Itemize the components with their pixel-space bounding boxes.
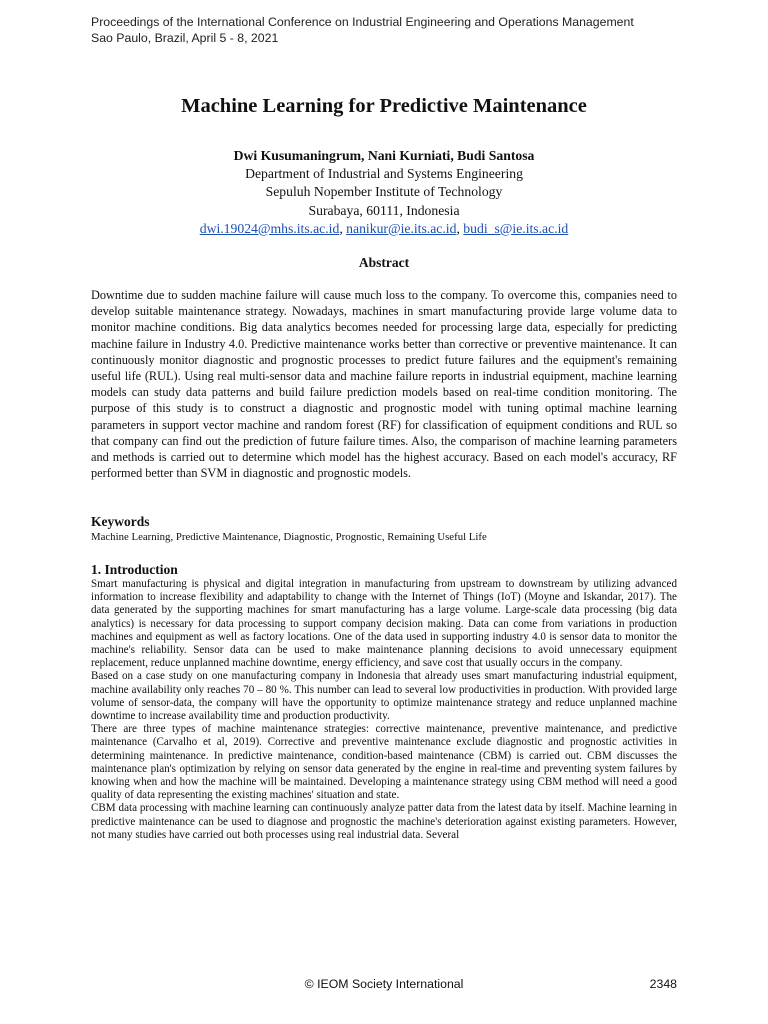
email-link-1[interactable]: dwi.19024@mhs.its.ac.id: [199, 220, 340, 236]
intro-paragraph: There are three types of machine maintenance strategies: corrective maintenance, preventive maintenance, and predictive maintenance (Carvalho et al, 2019). Corrective and preventive maintenance exclude diagnostic and prognostic activities in determining maintenance. In predictive maintenance, condition-based maintenance (CBM) is carried out. CBM discusses the maintenance plan's optimization by relying on sensor data generated by the engine in real-time and preventing system failures by knowing when and how the machine will be maintained. Developing a maintenance strategy using CBM method will need a good quality of data representing the existing machines' situation and state.: [91, 723, 677, 802]
email-separator: ,: [456, 220, 464, 236]
introduction-body: [91, 578, 677, 842]
introduction-heading: 1. Introduction: [91, 562, 178, 577]
author-names: Dwi Kusumaningrum, Nani Kurniati, Budi Santosa: [233, 148, 535, 163]
author-institute: Sepuluh Nopember Institute of Technology: [265, 184, 503, 200]
keywords-heading: Keywords: [91, 514, 150, 529]
conference-name: Proceedings of the International Conference on Industrial Engineering and Operations Management: [91, 15, 634, 29]
footer-copyright: © IEOM Society International: [304, 977, 464, 991]
author-emails: [0, 220, 768, 238]
footer-page-number: 2348: [649, 977, 677, 991]
abstract-text: Downtime due to sudden machine failure will cause much loss to the company. To overcome this, companies need to develop suitable maintenance strategy. Nowadays, machines in smart manufacturing provide large volume data to monitor machine conditions. Big data analytics becomes needed for processing large data, especially for predicting machine failure in Industry 4.0. Predictive maintenance works better than corrective or preventive maintenance. It can continuously monitor diagnostic and prognostic processes to predict future failures and the equipment's remaining useful life (RUL). Using real multi-sensor data and machine failure reports in industrial equipment, machine learning models can study data patterns and build failure prediction models based on real-time condition monitoring. The purpose of this study is to construct a diagnostic and prognostic model with tuning optimal machine learning parameters in support vector machine and random forest (RF) for classification of equipment conditions and RUL so that company can find out the prediction of future failure times. Also, the comparison of machine learning parameters and methods is carried out to determine which model has the highest accuracy. Based on each model's accuracy, RF performed better than SVM in diagnostic and prognostic models.: [91, 288, 677, 481]
author-department: Department of Industrial and Systems Engineering: [245, 166, 523, 182]
paper-title: Machine Learning for Predictive Maintenance: [181, 95, 587, 117]
keywords-text: Machine Learning, Predictive Maintenance, Diagnostic, Prognostic, Remaining Useful Life: [91, 531, 487, 543]
author-city: Surabaya, 60111, Indonesia: [308, 202, 460, 218]
conference-location-date: Sao Paulo, Brazil, April 5 - 8, 2021: [91, 30, 279, 45]
email-link-2[interactable]: nanikur@ie.its.ac.id: [346, 220, 457, 236]
author-block: [0, 147, 768, 238]
intro-paragraph: CBM data processing with machine learning can continuously analyze patter data from the latest data by itself. Machine learning in predictive maintenance can be used to diagnose and prognostic the machine's deterioration against existing parameters. However, not many studies have carried out both processes using real industrial data. Several: [91, 802, 677, 841]
intro-paragraph: Smart manufacturing is physical and digital integration in manufacturing from upstream to downstream by utilizing advanced information to increase flexibility and adaptability to change with the Internet of Things (IoT) (Moyne and Iskandar, 2017). The data generated by the supporting machines for smart manufacturing has a large volume. Large-scale data processing (big data analytics) is necessary for data processing to support company decision making. Data can come from variations in production machines and equipment as well as factory locations. One of the data used in supporting industry 4.0 is sensor data to monitor the machine's reliability. Sensor data can be used to make maintenance planning decisions to avoid unnecessary equipment replacement, reduce unplanned machine downtime, energy efficiency, and save cost that usually occurs in the company.: [91, 578, 677, 670]
abstract-heading: Abstract: [358, 255, 410, 270]
email-separator: ,: [339, 220, 347, 236]
email-link-3[interactable]: budi_s@ie.its.ac.id: [463, 220, 569, 236]
intro-paragraph: Based on a case study on one manufacturing company in Indonesia that already uses smart manufacturing industrial equipment, machine availability only reaches 70 – 80 %. This number can lead to several low productivities in production. With provided large volume of sensor-data, the company will have the opportunity to optimize maintenance strategy and reduce unplanned machine downtime to increase availability time and production productivity.: [91, 670, 677, 723]
running-header: [91, 15, 634, 46]
